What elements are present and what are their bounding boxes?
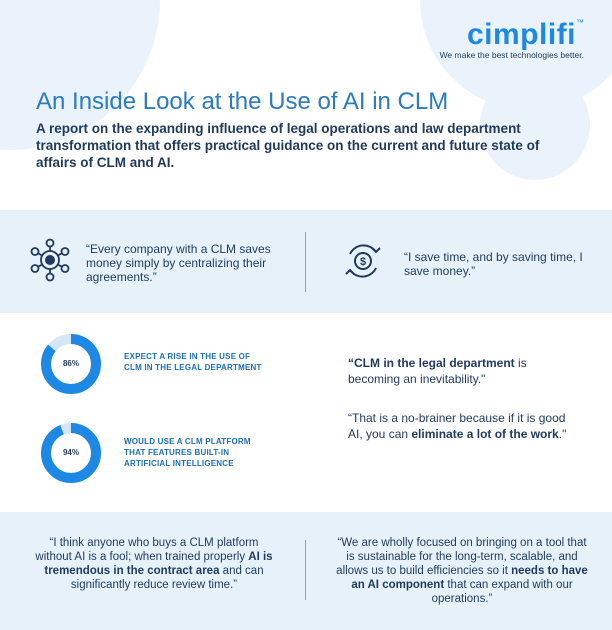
stat-label-line: ARTIFICIAL INTELLIGENCE [124, 459, 234, 468]
quote-emphasis: “CLM in the legal department [348, 356, 515, 370]
donut-chart-86 [40, 333, 102, 395]
page-title: An Inside Look at the Use of AI in CLM [36, 88, 449, 115]
quote-emphasis: eliminate a lot of the work [411, 427, 559, 441]
divider [305, 540, 306, 600]
quote-text: “We are wholly focused on bringing on a tool that is sustainable for the long-term, scalable, and allows us to build efficiencies so it [336, 537, 587, 577]
stat-label-line: WOULD USE A CLM PLATFORM [124, 437, 251, 446]
quote-text: ." [558, 427, 567, 441]
quote-band-bottom [0, 512, 612, 630]
quote-band-top [0, 210, 612, 313]
stat-label-94 [124, 436, 294, 469]
quote-no-brainer [348, 410, 568, 442]
quote-inevitability [348, 355, 568, 387]
quote-text: “That is a no-brainer because if it is good AI, you can [348, 411, 566, 441]
stat-label-line: CLM IN THE LEGAL DEPARTMENT [124, 363, 262, 372]
network-hub-icon [28, 238, 72, 282]
quote-text: is becoming an inevitability." [348, 356, 527, 386]
stat-value: 94% [62, 448, 79, 457]
page-subtitle: A report on the expanding influence of legal operations and law department transformation that offers practical guidance on the current and future state of affairs of CLM and AI. [36, 121, 540, 170]
brand-logo[interactable] [440, 18, 584, 60]
quote-text: that can expand with our operations.” [431, 579, 573, 605]
logo-wordmark: cimplifi [466, 18, 576, 51]
quote-emphasis: AI is tremendous in the contract area [44, 551, 273, 577]
stat-label-86 [124, 351, 294, 373]
quote-text: and can significantly reduce review time.” [70, 565, 264, 591]
stat-label-line: EXPECT A RISE IN THE USE OF [124, 352, 251, 361]
quote-ai-component [336, 536, 588, 606]
svg-text:$: $ [359, 256, 367, 268]
logo-trademark: ™ [576, 18, 584, 27]
stat-value: 86% [62, 359, 79, 368]
donut-chart-94 [40, 422, 102, 484]
dollar-cycle-icon [342, 240, 384, 282]
quote-fool [34, 536, 274, 592]
stat-label-line: THAT FEATURES BUILT-IN [124, 448, 230, 457]
logo-tagline: We make the best technologies better. [439, 50, 584, 60]
quote-text: “I think anyone who buys a CLM platform without AI is a fool; when trained properly [35, 537, 259, 563]
quote-emphasis: needs to have an AI component [351, 565, 588, 591]
divider [305, 232, 306, 292]
quote-save-time: “I save time, and by saving time, I save money.” [404, 250, 583, 278]
quote-centralizing: “Every company with a CLM saves money simply by centralizing their agreements.” [86, 242, 271, 284]
